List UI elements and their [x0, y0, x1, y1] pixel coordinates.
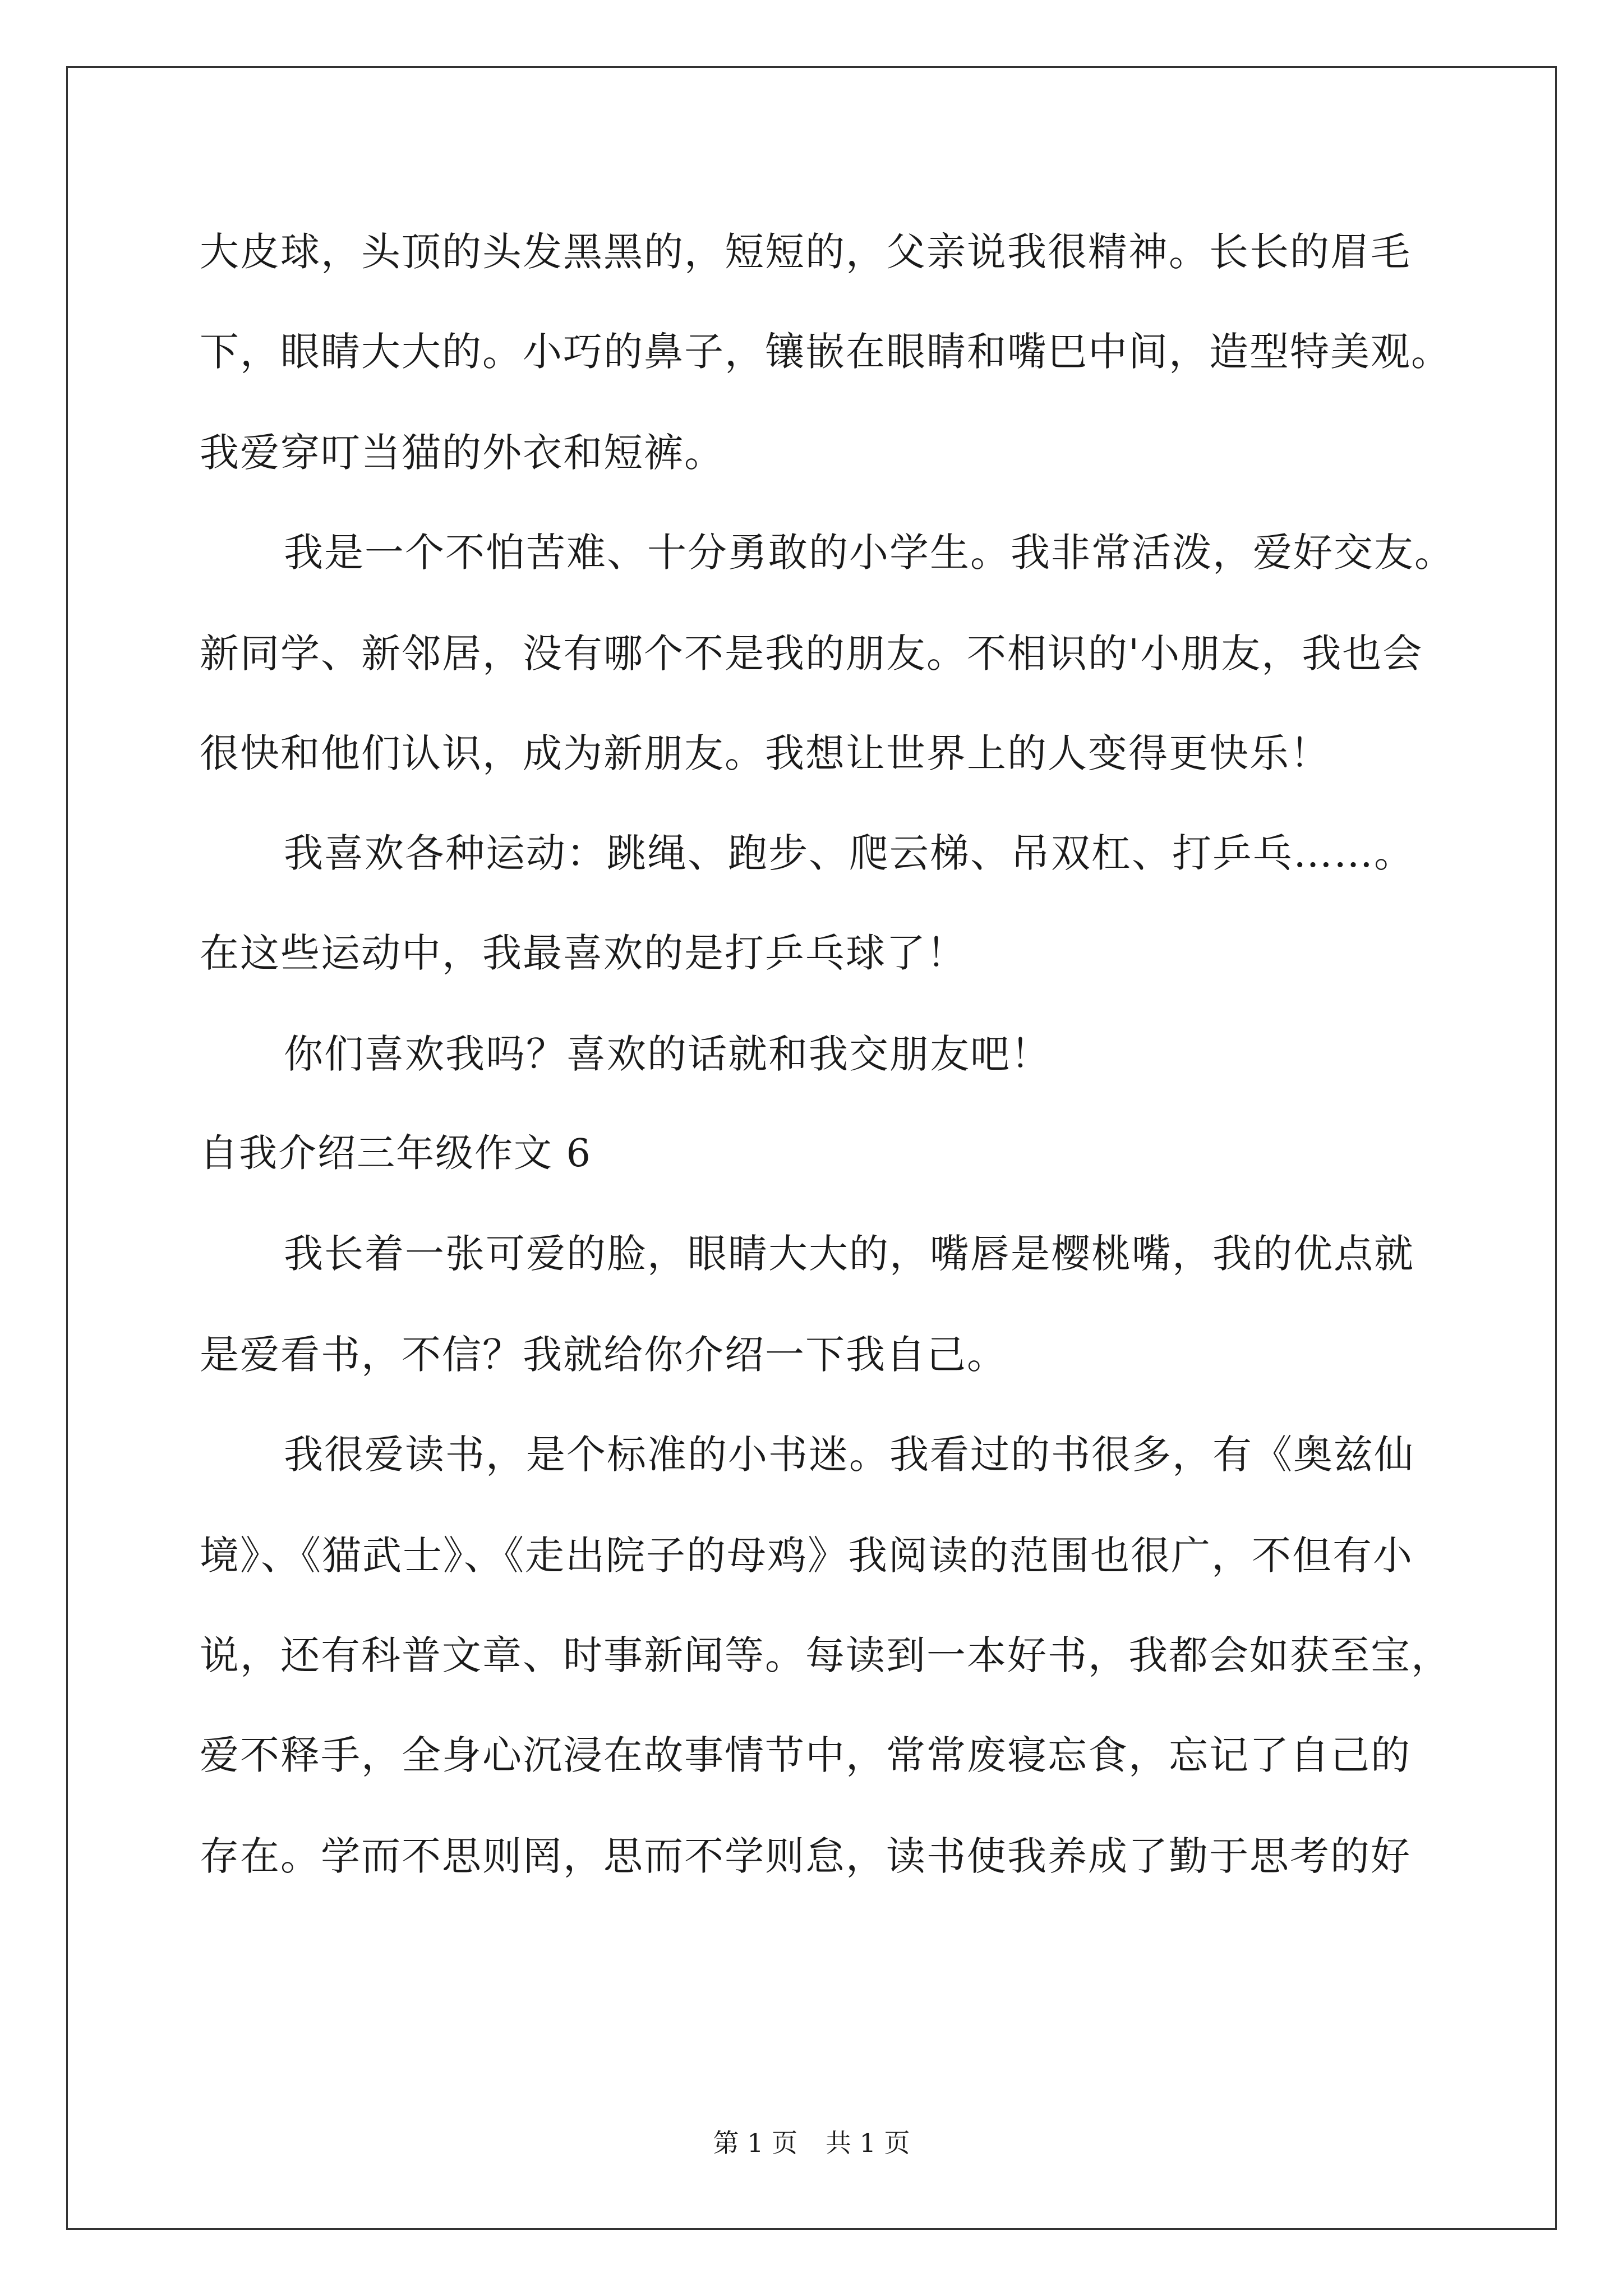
- text-line: 我长着一张可爱的脸，眼睛大大的，嘴唇是樱桃嘴，我的优点就: [284, 1231, 1414, 1277]
- text-line: 我爱穿叮当猫的外衣和短裤。: [200, 430, 725, 476]
- text-line: 很快和他们认识，成为新朋友。我想让世界上的人变得更快乐！: [200, 730, 1330, 776]
- text-line: 是爱看书，不信？我就给你介绍一下我自己。: [200, 1332, 1007, 1378]
- text-line: 说，还有科普文章、时事新闻等。每读到一本好书，我都会如获至宝，: [200, 1632, 1451, 1678]
- text-line: 我是一个不怕苦难、十分勇敢的小学生。我非常活泼，爱好交友。: [284, 530, 1455, 576]
- text-line: 爱不释手，全身心沉浸在故事情节中，常常废寝忘食，忘记了自己的: [200, 1732, 1411, 1778]
- text-line: 大皮球，头顶的头发黑黑的，短短的，父亲说我很精神。长长的眉毛: [200, 229, 1411, 275]
- page-number: 第 1 页: [713, 2128, 797, 2158]
- text-line: 存在。学而不思则罔，思而不学则怠，读书使我养成了勤于思考的好: [200, 1833, 1411, 1879]
- text-line: 境》、《猫武士》、《走出院子的母鸡》我阅读的范围也很广，不但有小: [200, 1533, 1413, 1579]
- text-line: 我喜欢各种运动：跳绳、跑步、爬云梯、吊双杠、打乒乓……。: [284, 830, 1414, 876]
- text-line: 新同学、新邻居，没有哪个不是我的朋友。不相识的'小朋友，我也会: [200, 631, 1423, 677]
- text-line: 下，眼睛大大的。小巧的鼻子，镶嵌在眼睛和嘴巴中间，造型特美观。: [200, 329, 1451, 375]
- page-total: 共 1 页: [826, 2128, 910, 2158]
- page-footer: [0, 2126, 1623, 2160]
- section-heading: 自我介绍三年级作文 6: [200, 1131, 592, 1176]
- text-line: 我很爱读书，是个标准的小书迷。我看过的书很多，有《奥兹仙: [284, 1432, 1414, 1478]
- text-line: 在这些运动中，我最喜欢的是打乒乓球了！: [200, 930, 967, 976]
- text-line: 你们喜欢我吗？喜欢的话就和我交朋友吧！: [284, 1031, 1051, 1077]
